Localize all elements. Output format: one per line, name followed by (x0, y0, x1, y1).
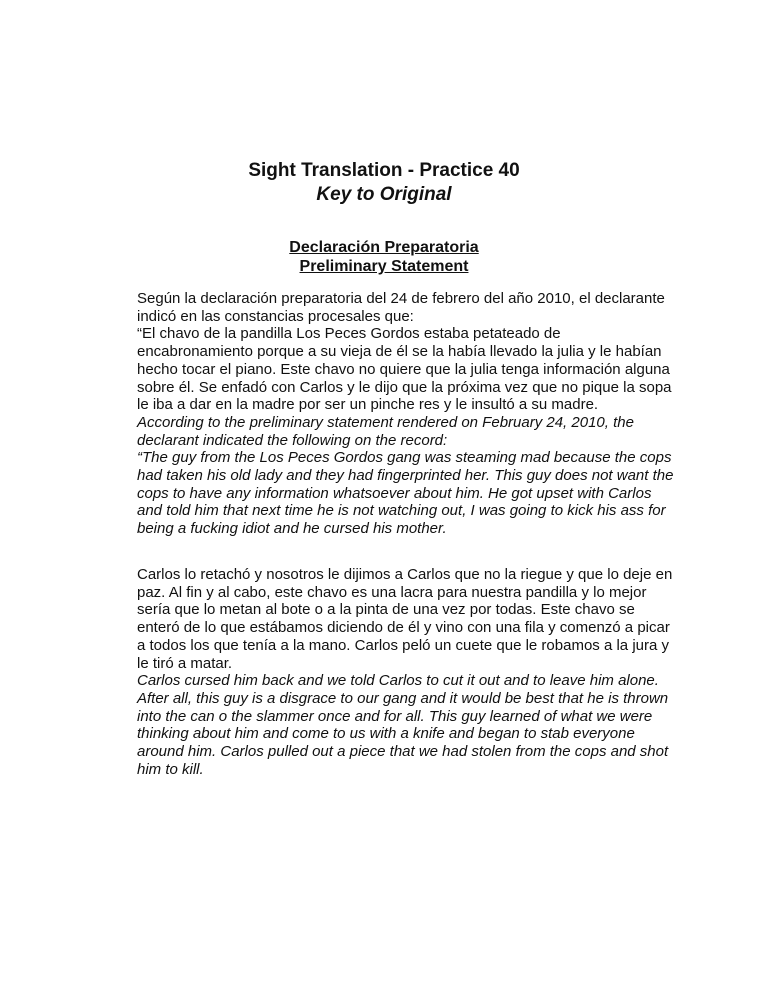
text-line: declarant indicated the following on the record: (137, 431, 448, 449)
text-line: Según la declaración preparatoria del 24 de febrero del año 2010, el declarante (137, 290, 665, 307)
text-line: “The guy from the Los Peces Gordos gang was steaming mad because the cops (137, 449, 672, 467)
text-line: le iba a dar en la madre por ser un pinche res y le insultó a su madre. (137, 396, 599, 414)
spanish-text (137, 566, 672, 672)
text-line: being a fucking idiot and he cursed his mother. (137, 520, 447, 538)
text-line: According to the preliminary statement rendered on February 24, 2010, the (137, 413, 634, 431)
text-line: After all, this guy is a disgrace to our gang and it would be best that he is thrown (137, 689, 669, 707)
spanish-text (137, 290, 673, 414)
text-line: Carlos cursed him back and we told Carlos to cut it out and to leave him alone. (137, 672, 659, 690)
text-line: into the can o the slammer once and for all. This guy learned of what we were (137, 707, 653, 725)
text-line: enteró de lo que estábamos diciendo de él y vino con una fila y comenzó a picar (137, 619, 670, 637)
text-line: sobre él. Se enfadó con Carlos y le dijo que la próxima vez que no pique la sopa (137, 378, 672, 396)
paragraph-2 (137, 566, 672, 778)
document-subtitle: Key to Original (316, 184, 452, 205)
document-title: Sight Translation - Practice 40 (248, 160, 520, 181)
heading-english: Preliminary Statement (299, 258, 469, 275)
english-translation (137, 672, 672, 778)
text-line: hecho tocar el piano. Este chavo no quiere que la julia tenga información alguna (137, 360, 670, 378)
text-line: had taken his old lady and they had fingerprinted her. This guy does not want the (137, 467, 674, 485)
heading-spanish: Declaración Preparatoria (289, 239, 479, 256)
text-line: thinking about him and come to us with a knife and began to stab everyone (137, 725, 635, 743)
text-line: Carlos lo retachó y nosotros le dijimos a Carlos que no la riegue y que lo deje en (137, 566, 673, 583)
text-line: indicó en las constancias procesales que: (137, 307, 414, 325)
text-line: him to kill. (137, 760, 204, 778)
text-line: encabronamiento porque a su vieja de él se la había llevado la julia y le habían (137, 343, 662, 361)
english-translation (137, 414, 673, 538)
text-line: cops to have any information whatsoever about him. He got upset with Carlos (137, 484, 652, 502)
text-line: paz. Al fin y al cabo, este chavo es una lacra para nuestra pandilla y lo mejor (137, 583, 647, 601)
text-line: and told him that next time he is not watching out, I was going to kick his ass for (137, 502, 666, 520)
text-line: “El chavo de la pandilla Los Peces Gordos estaba petateado de (137, 325, 561, 343)
text-line: sería que lo metan al bote o a la pinta de una vez por todas. Este chavo se (137, 601, 635, 619)
text-line: a todos los que tenía a la mano. Carlos peló un cuete que le robamos a la jura y (137, 636, 669, 654)
paragraph-1 (137, 290, 673, 538)
text-line: le tiró a matar. (137, 654, 233, 672)
text-line: around him. Carlos pulled out a piece that we had stolen from the cops and shot (137, 743, 669, 761)
